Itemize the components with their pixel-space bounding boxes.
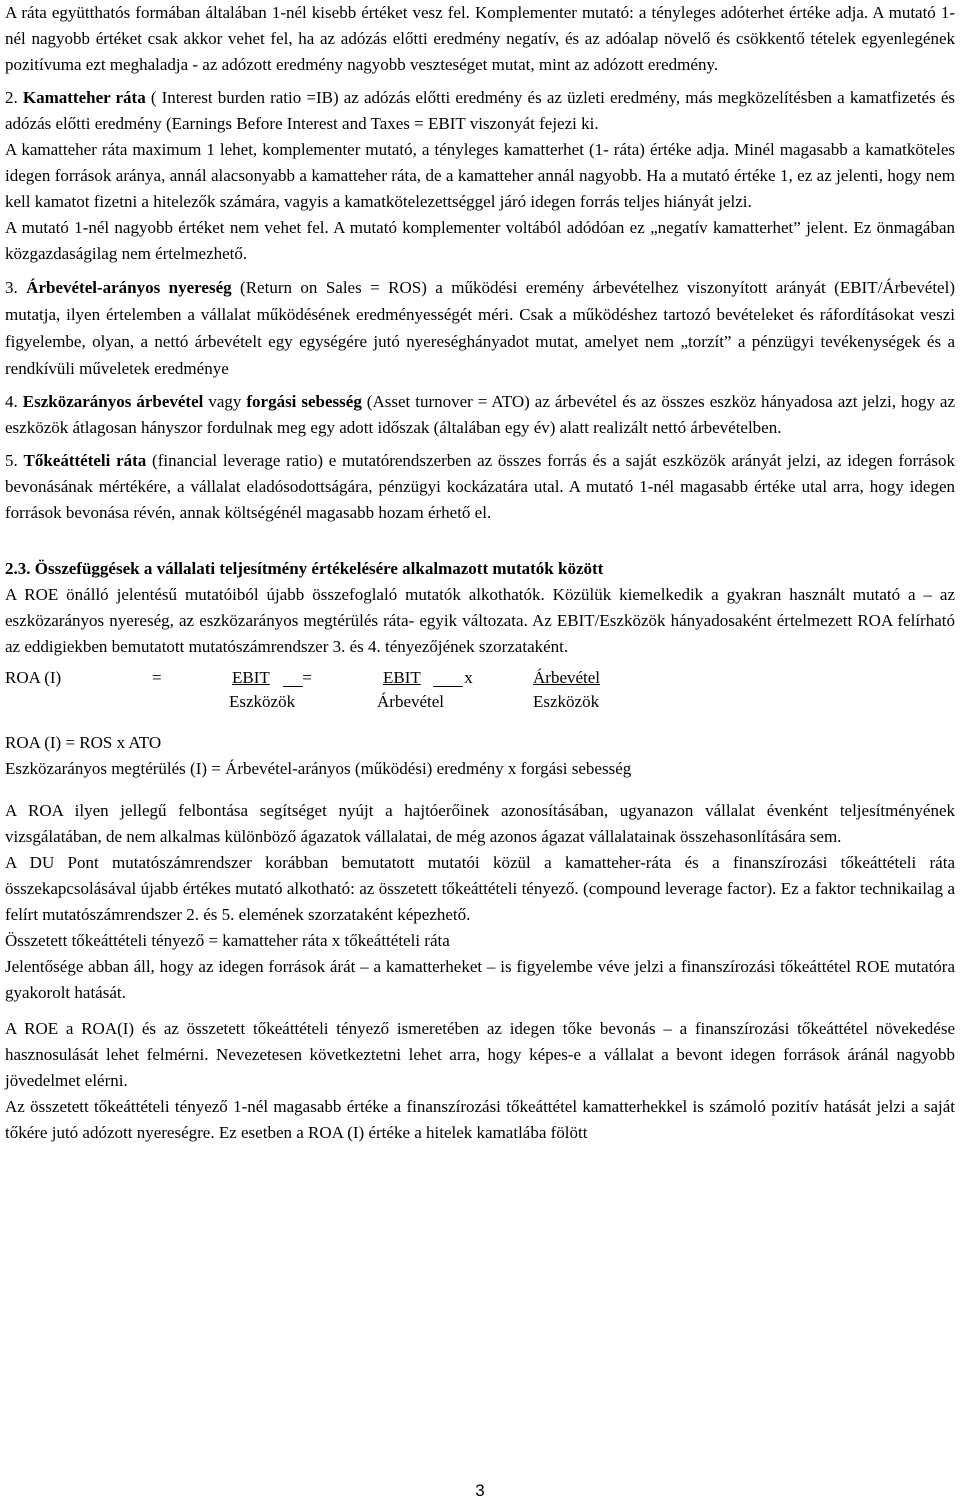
formula-arbevetel-numerator: Árbevétel	[533, 668, 601, 687]
section-2-detail-paragraph: A kamatteher ráta maximum 1 lehet, komplementer mutató, a tényleges kamatterhet (1- ráta) értéke adja. Minél magasabb a kamatköteles idegen források aránya, annál alacsonyabb a kamatteher ráta, de a kamatteher annál nagyobb. Ha a mutató értéke 1, ez az jelenti, hogy nem kell kamatot fizetni a hitelezők számára, vagyis a kamatkötelezettséggel járó idegen forrás teljes hiányát jelzi.	[5, 140, 955, 211]
section-2-text: ( Interest burden ratio =IB) az adózás előtti eredmény és az üzleti eredmény, más megközelítésben a kamatfizetés és adózás előtti eredmény (Earnings Before Interest and Taxes = EBIT viszonyát fejezi ki.	[5, 88, 955, 133]
section-3-paragraph	[5, 274, 955, 382]
formula-equals-2: =	[298, 668, 312, 687]
significance-paragraph: Jelentősége abban áll, hogy az idegen források árát – a kamatterheket – is figyelembe véve jelzi a finanszírozási tőkeáttétel ROE mutatóra gyakorolt hatását.	[5, 957, 955, 1002]
section-4-number: 4.	[5, 392, 23, 411]
section-heading: 2.3. Összefüggések a vállalati teljesítmény értékelésére alkalmazott mutatók között	[5, 559, 604, 578]
section-4-term: Eszközarányos árbevétel	[22, 392, 204, 411]
section-3-text: (Return on Sales = ROS) a működési eremény árbevételhez viszonyított arányát (EBIT/Árbevétel) mutatja, ilyen értelemben a vállalat működésének eredményességét méri. Csak a működéshez tartozó bevételeket és ráfordításokat veszi figyelembe, olyan, a nettó árbevételt egy egységére jutó nyereséghányadot mutat, amelyet nem „torzít” a pénzügyi tevékenységek és a rendkívüli műveletek eredménye	[5, 278, 955, 378]
section-5-number: 5.	[5, 451, 24, 470]
roa-intro-paragraph: A ROE önálló jelentésű mutatóiból újabb összefoglaló mutatók alkothatók. Közülük kiemelkedik a gyakran használt mutató a – az eszközarányos nyereség, az eszközarányos megtérülés ráta- egyik változata. Az EBIT/Eszközök hányadosaként értelmezett ROA felírható az eddigiekben bemutatott mutatószámrendszer 3. és 4. tényezőjének szorzataként.	[5, 585, 955, 656]
section-5-paragraph	[5, 448, 955, 526]
formula-eszkozok-denominator-2: Eszközök	[533, 692, 600, 711]
formula-times: x	[460, 668, 473, 687]
intro-paragraph: A ráta együtthatós formában általában 1-nél kisebb értéket vesz fel. Komplementer mutató: a tényleges adóterhet értéke adja. A mutató 1-nél nagyobb értéket csak akkor vehet fel, ha az adózás előtti eredmény negatív, és az adóalap növelő és csökkentő tételek egyenlegének pozitívuma ezt meghaladja - az adózott eredmény nagyobb veszteséget mutat, mint az adózott eredmény.	[5, 3, 955, 74]
formula-ebit-numerator-2: EBIT	[383, 668, 421, 687]
document-page	[5, 0, 955, 1146]
formula-lhs: ROA (I)	[5, 668, 62, 687]
section-2-number: 2.	[5, 88, 23, 107]
section-4-text: (Asset turnover = ATO) az árbevétel és az összes eszköz hányadosa azt jelzi, hogy az eszközök átlagosan hányszor fordulnak meg egy adott időszak (általában egy év) alatt realizált nettó árbevételben.	[5, 392, 956, 437]
section-5-text: (financial leverage ratio) e mutatórendszerben az összes forrás és a saját eszközök arányát jelzi, az idegen források bevonásának mértékére, a vállalat eladósodottságára, pénzügyi kockázatára utal. A mutató 1-nél magasabb értéke utal arra, hogy idegen források bevonása révén, annak költségénél magasabb hozam érhető el.	[5, 451, 955, 522]
formula-ebit-numerator-1: EBIT	[232, 668, 270, 687]
roa-decomposition-paragraph: A ROA ilyen jellegű felbontása segítséget nyújt a hajtóerőinek azonosításában, ugyanazon vállalat évenként teljesítményének vizsgálatában, de nem alkalmas különböző ágazatok vállalatai, de még azonos ágazat vállalatainak összehasonlítására sem.	[5, 801, 955, 846]
section-5-term: Tőkeáttételi ráta	[23, 451, 147, 470]
roe-paragraph: A ROE a ROA(I) és az összetett tőkeáttételi tényező ismeretében az idegen tőke bevonás – a finanszírozási tőkeáttétel növekedése hasznosulását lehet felmérni. Nevezetesen következtetni lehet arra, hogy képes-e a vállalat a bevont idegen források áránál nagyobb jövedelmet elérni.	[5, 1019, 955, 1090]
formula-arbevetel-denominator: Árbevétel	[377, 692, 445, 711]
equation-line-1: ROA (I) = ROS x ATO	[5, 733, 162, 752]
section-3-term: Árbevétel-arányos nyereség	[26, 278, 232, 297]
section-4-paragraph	[5, 389, 955, 441]
roa-formula	[5, 666, 955, 714]
section-4-connector: vagy	[203, 392, 247, 411]
formula-underline-2	[433, 666, 463, 687]
compound-leverage-formula: Összetett tőkeáttételi tényező = kamatteher ráta x tőkeáttételi ráta	[5, 931, 450, 950]
equation-line-2: Eszközarányos megtérülés (I) = Árbevétel-arányos (működési) eredmény x forgási sebesség	[5, 759, 632, 778]
section-2-paragraph	[5, 85, 955, 137]
formula-equals: =	[152, 668, 162, 687]
page-number: 3	[475, 1481, 485, 1500]
dupont-paragraph: A DU Pont mutatószámrendszer korábban bemutatott mutatói közül a kamatteher-ráta és a finanszírozási tőkeáttételi ráta összekapcsolásával újabb értékes mutató alkotható: az összetett tőkeáttételi tényező. (compound leverage factor). Ez a faktor technikailag a felírt mutatószámrendszer 2. és 5. elemének szorzataként képezhető.	[5, 853, 955, 924]
section-4-term-2: forgási sebesség	[246, 392, 362, 411]
formula-eszkozok-denominator-1: Eszközök	[229, 692, 296, 711]
section-2-term: Kamatteher ráta	[22, 88, 146, 107]
final-paragraph: Az összetett tőkeáttételi tényező 1-nél magasabb értéke a finanszírozási tőkeáttétel kamatterhekkel is számoló pozitív hatását jelzi a saját tőkére jutó adózott nyereségre. Ez esetben a ROA (I) értéke a hitelek kamatlába fölött	[5, 1097, 955, 1142]
section-3-number: 3.	[5, 278, 27, 297]
section-2-note-paragraph: A mutató 1-nél nagyobb értéket nem vehet fel. A mutató komplementer voltából adódóan ez „negatív kamatterhet” jelent. Ez önmagában közgazdaságilag nem értelmezhető.	[5, 218, 955, 263]
